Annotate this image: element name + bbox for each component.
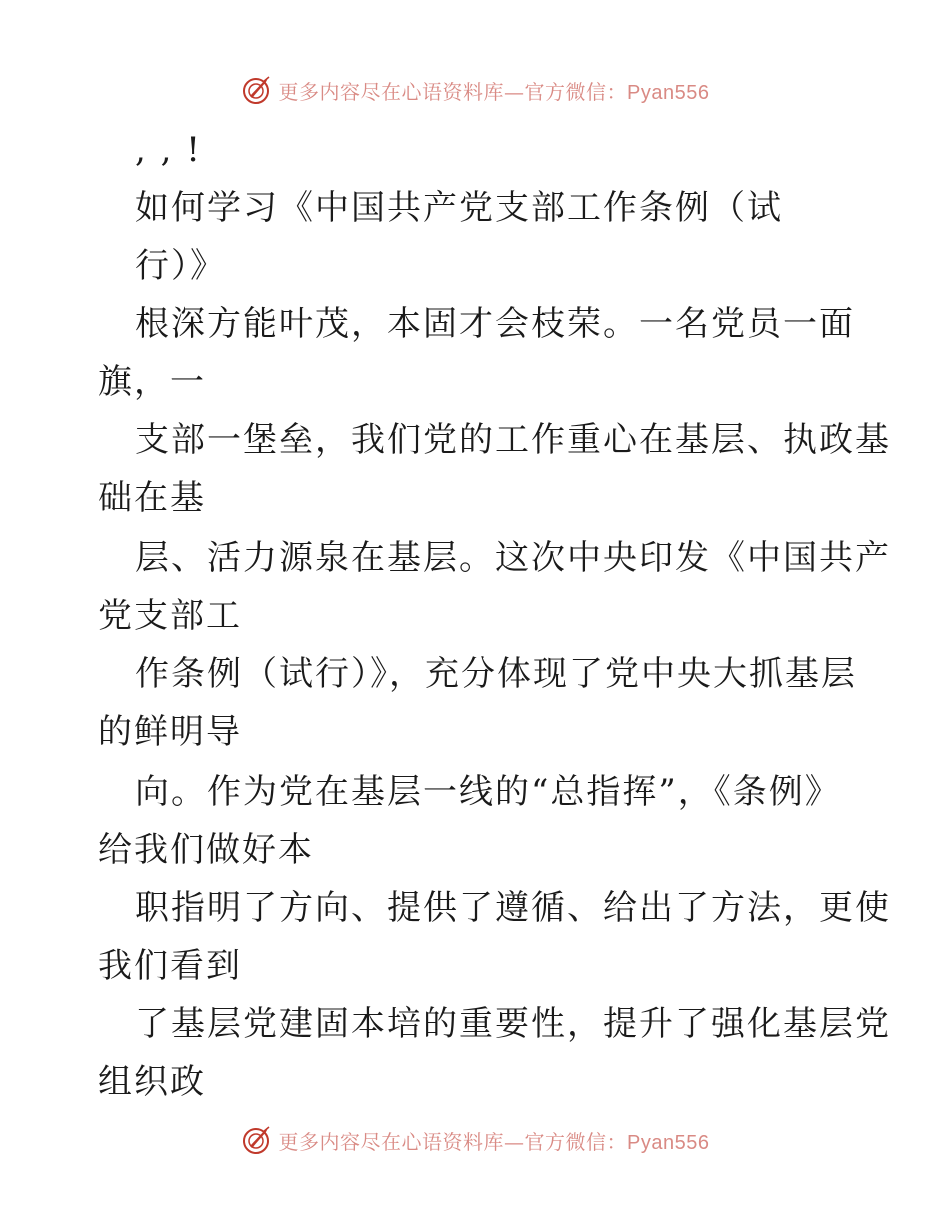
quill-logo-icon	[241, 74, 273, 106]
banner-text: 更多内容尽在心语资料库—官方微信：Pyan556	[278, 1129, 710, 1154]
text-line: 组织政	[98, 1062, 206, 1102]
text-line: 给我们做好本	[98, 830, 314, 870]
header-banner	[0, 70, 950, 110]
text-line: , , !	[135, 130, 202, 170]
text-line: 础在基	[98, 478, 206, 518]
wechat-handle: Pyan556	[627, 1131, 710, 1154]
text-line: 根深方能叶茂，本固才会枝荣。一名党员一面	[135, 304, 855, 344]
text-line: 层、活力源泉在基层。这次中央印发《中国共产	[135, 538, 891, 578]
wechat-handle: Pyan556	[627, 81, 710, 104]
quill-logo-icon	[241, 1124, 273, 1156]
text-line: 我们看到	[98, 946, 242, 986]
text-line: 的鲜明导	[98, 712, 242, 752]
text-line: 旗，一	[98, 362, 206, 402]
footer-banner	[0, 1120, 950, 1160]
text-line: 党支部工	[98, 596, 242, 636]
banner-text: 更多内容尽在心语资料库—官方微信：Pyan556	[278, 79, 710, 104]
heading-line: 行）》	[135, 246, 226, 286]
text-line: 了基层党建固本培的重要性，提升了强化基层党	[135, 1004, 891, 1044]
heading-line: 如何学习《中国共产党支部工作条例（试	[135, 188, 783, 228]
text-line: 向。作为党在基层一线的“总指挥”，《条例》	[135, 772, 841, 812]
text-line: 职指明了方向、提供了遵循、给出了方法，更使	[135, 888, 891, 928]
text-line: 作条例（试行）》，充分体现了党中央大抓基层	[135, 654, 857, 694]
text-line: 支部一堡垒，我们党的工作重心在基层、执政基	[135, 420, 891, 460]
